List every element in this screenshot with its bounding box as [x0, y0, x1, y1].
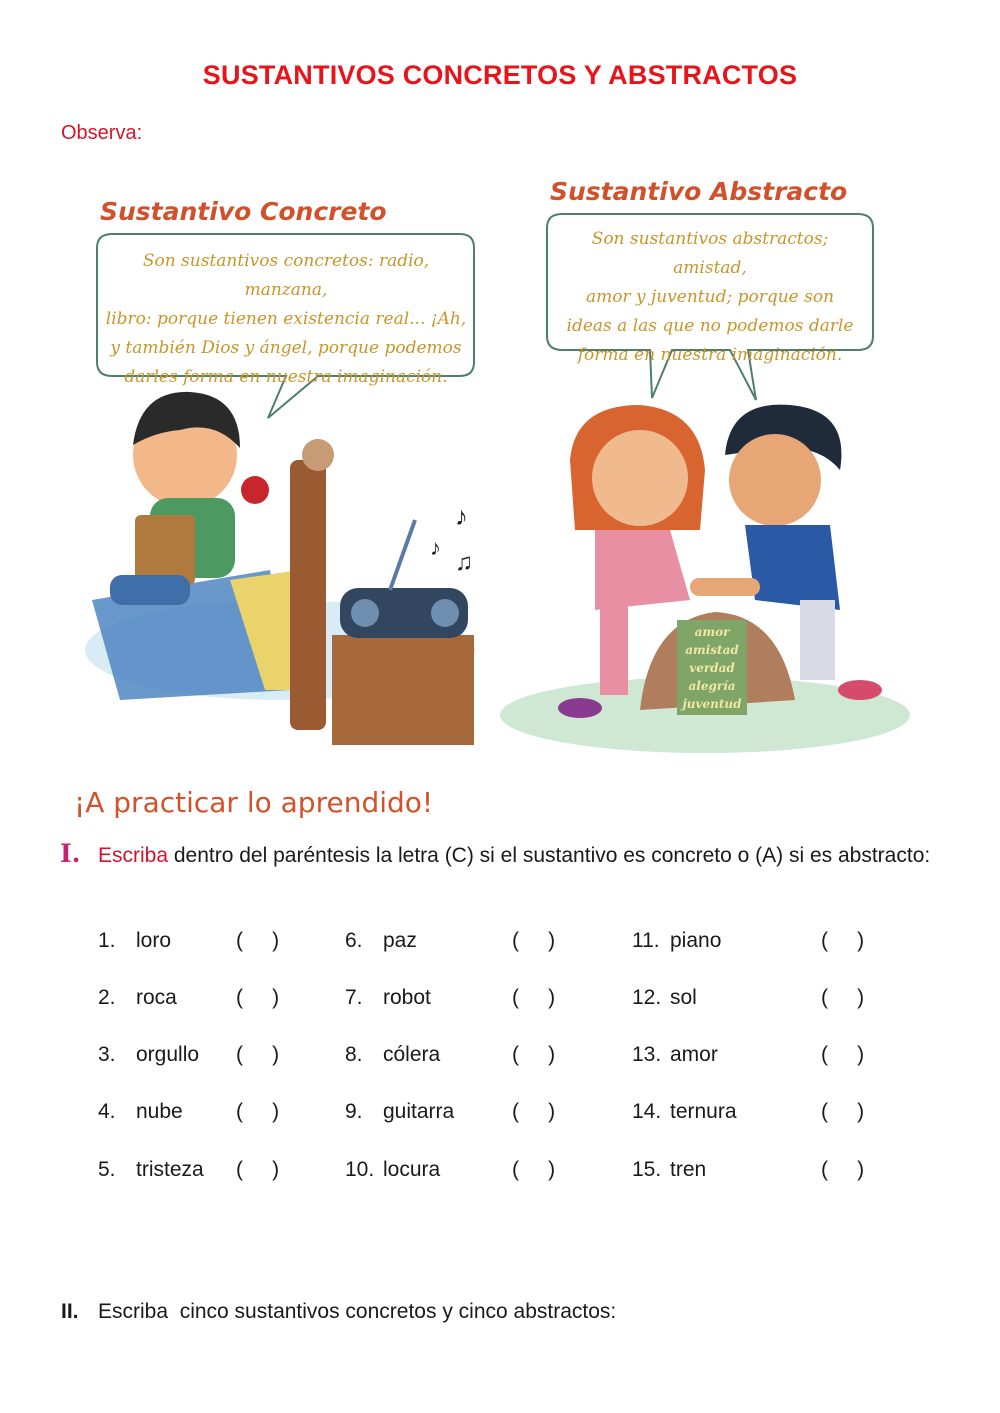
item-number: 5. [98, 1158, 116, 1181]
rock-word: verdad [689, 661, 735, 675]
exercise-item [345, 986, 556, 1010]
item-word: loro [136, 929, 172, 952]
item-word: piano [670, 929, 722, 952]
svg-text:♫: ♫ [455, 549, 473, 576]
item-number: 6. [345, 929, 363, 952]
practice-heading: ¡A practicar lo aprendido! [74, 786, 434, 819]
concrete-heading: Sustantivo Concreto [100, 197, 387, 226]
item-number: 3. [98, 1043, 116, 1066]
rock-word: amistad [685, 643, 739, 657]
exercise-item [98, 929, 280, 953]
item-word: orgullo [136, 1043, 200, 1066]
section-one-instruction [98, 840, 958, 871]
answer-parentheses[interactable]: ( ) [821, 1043, 865, 1066]
svg-text:♪: ♪ [430, 535, 441, 560]
item-word: tristeza [136, 1158, 204, 1181]
answer-parentheses[interactable]: ( ) [236, 929, 280, 952]
exercise-item [345, 1100, 556, 1124]
bubble-line: ideas a las que no podemos darle [566, 316, 854, 336]
bubble-line: y también Dios y ángel, porque podemos [110, 338, 462, 358]
svg-text:♪: ♪ [455, 501, 468, 531]
exercise-item [632, 1043, 865, 1067]
section-two-number: II. [61, 1300, 79, 1323]
item-number: 4. [98, 1100, 116, 1123]
rock-word: amor [694, 625, 730, 639]
exercise-item [98, 1158, 280, 1182]
answer-parentheses[interactable]: ( ) [512, 1043, 556, 1066]
answer-parentheses[interactable]: ( ) [821, 1100, 865, 1123]
rock-word: alegría [688, 679, 736, 693]
answer-parentheses[interactable]: ( ) [512, 1100, 556, 1123]
item-word: amor [670, 1043, 718, 1066]
item-number: 8. [345, 1043, 363, 1066]
bubble-line: forma en nuestra imaginación. [577, 345, 843, 365]
rock-word: juventud [682, 697, 742, 711]
abstract-bubble-text [553, 225, 867, 370]
answer-parentheses[interactable]: ( ) [236, 986, 280, 1009]
answer-parentheses[interactable]: ( ) [821, 1158, 865, 1181]
exercise-item [632, 1158, 865, 1182]
item-word: tren [670, 1158, 707, 1181]
instruction-text: dentro del paréntesis la letra (C) si el sustantivo es concreto o (A) si es abstracto: [168, 844, 931, 867]
instruction-highlight: Escriba [98, 844, 169, 867]
answer-parentheses[interactable]: ( ) [512, 929, 556, 952]
item-word: nube [136, 1100, 183, 1123]
exercise-item [98, 1100, 280, 1124]
exercise-item [632, 986, 865, 1010]
item-number: 1. [98, 929, 116, 952]
boy-reading-illustration [85, 392, 475, 745]
item-number: 13. [632, 1043, 662, 1066]
item-word: sol [670, 986, 697, 1009]
exercise-item [345, 929, 556, 953]
bubble-line: amor y juventud; porque son [585, 287, 835, 307]
item-number: 7. [345, 986, 363, 1009]
item-number: 14. [632, 1100, 662, 1123]
item-word: locura [383, 1158, 441, 1181]
exercise-item [632, 1100, 865, 1124]
answer-parentheses[interactable]: ( ) [512, 986, 556, 1009]
item-word: guitarra [383, 1100, 455, 1123]
item-number: 2. [98, 986, 116, 1009]
children-rock-illustration [500, 405, 910, 753]
abstract-heading: Sustantivo Abstracto [550, 177, 848, 206]
item-word: robot [383, 986, 431, 1009]
item-number: 9. [345, 1100, 363, 1123]
item-word: roca [136, 986, 177, 1009]
answer-parentheses[interactable]: ( ) [236, 1158, 280, 1181]
section-two-instruction: Escriba cinco sustantivos concretos y cinco abstractos: [98, 1300, 617, 1323]
item-number: 12. [632, 986, 662, 1009]
observe-label: Observa: [61, 122, 143, 144]
answer-parentheses[interactable]: ( ) [821, 986, 865, 1009]
bubble-line: libro: porque tienen existencia real... ¡Ah, [105, 309, 467, 329]
item-word: paz [383, 929, 417, 952]
item-number: 15. [632, 1158, 662, 1181]
section-one-number: I. [60, 839, 81, 868]
answer-parentheses[interactable]: ( ) [236, 1100, 280, 1123]
exercise-item [98, 986, 280, 1010]
answer-parentheses[interactable]: ( ) [512, 1158, 556, 1181]
page-title: SUSTANTIVOS CONCRETOS Y ABSTRACTOS [202, 60, 798, 90]
concrete-bubble-text [104, 247, 468, 392]
item-word: ternura [670, 1100, 737, 1123]
exercise-item [98, 1043, 280, 1067]
bubble-line: Son sustantivos concretos: radio, manzana, [142, 251, 430, 300]
bubble-line: Son sustantivos abstractos; amistad, [591, 229, 829, 278]
answer-parentheses[interactable]: ( ) [236, 1043, 280, 1066]
item-number: 10. [345, 1158, 375, 1181]
item-number: 11. [632, 929, 660, 952]
exercise-item [632, 929, 865, 953]
item-word: cólera [383, 1043, 441, 1066]
bubble-line: darles forma en nuestra imaginación. [124, 367, 448, 387]
exercise-item [345, 1043, 556, 1067]
exercise-item [345, 1158, 556, 1182]
answer-parentheses[interactable]: ( ) [821, 929, 865, 952]
